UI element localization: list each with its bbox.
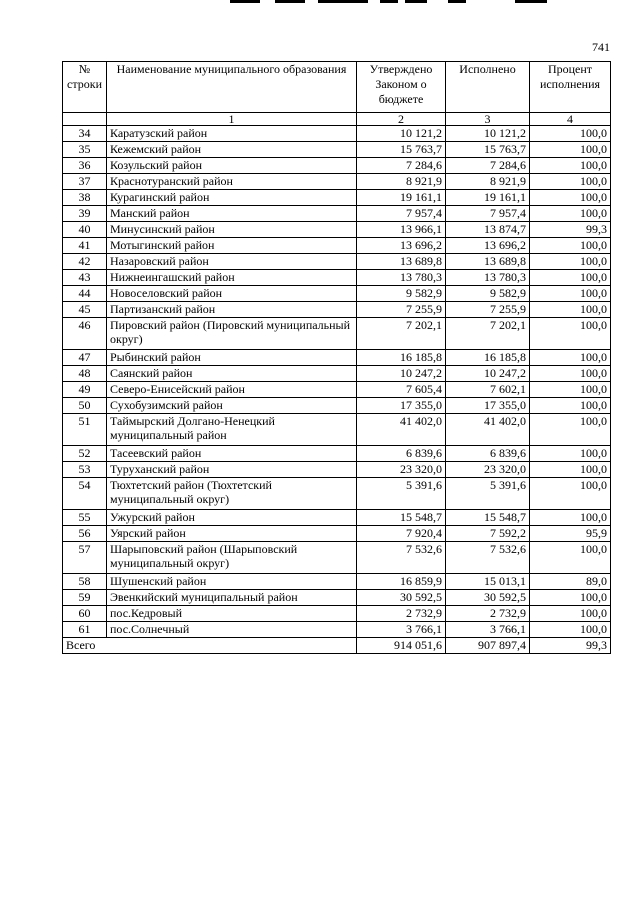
row-percent: 89,0 [530,574,611,590]
row-approved: 7 605,4 [357,382,446,398]
column-number [63,113,107,126]
row-percent: 100,0 [530,318,611,350]
table-row [63,302,611,318]
table-row [63,542,611,574]
table-row [63,222,611,238]
header-executed: Исполнено [446,62,530,113]
row-percent: 100,0 [530,590,611,606]
header-percent: Процент исполнения [530,62,611,113]
row-approved: 23 320,0 [357,462,446,478]
row-number: 49 [63,382,107,398]
table-row [63,446,611,462]
row-executed: 3 766,1 [446,622,530,638]
row-approved: 10 247,2 [357,366,446,382]
table-row [63,174,611,190]
row-number: 44 [63,286,107,302]
row-executed: 17 355,0 [446,398,530,414]
row-percent: 100,0 [530,462,611,478]
row-executed: 7 602,1 [446,382,530,398]
row-approved: 10 121,2 [357,126,446,142]
row-number: 50 [63,398,107,414]
row-number: 45 [63,302,107,318]
row-number: 52 [63,446,107,462]
row-percent: 100,0 [530,238,611,254]
row-number: 39 [63,206,107,222]
row-approved: 13 689,8 [357,254,446,270]
column-number: 4 [530,113,611,126]
table-row [63,142,611,158]
table-row [63,526,611,542]
page-number: 741 [592,40,610,54]
row-approved: 7 920,4 [357,526,446,542]
row-executed: 41 402,0 [446,414,530,446]
row-executed: 7 592,2 [446,526,530,542]
header-row-no: № строки [63,62,107,113]
row-percent: 100,0 [530,126,611,142]
row-name: Манский район [107,206,357,222]
row-approved: 41 402,0 [357,414,446,446]
row-approved: 13 696,2 [357,238,446,254]
row-percent: 100,0 [530,510,611,526]
row-executed: 15 548,7 [446,510,530,526]
row-percent: 100,0 [530,446,611,462]
row-approved: 8 921,9 [357,174,446,190]
row-approved: 15 548,7 [357,510,446,526]
scan-artifact [380,0,398,3]
row-approved: 7 532,6 [357,542,446,574]
row-executed: 19 161,1 [446,190,530,206]
row-percent: 100,0 [530,142,611,158]
row-name: Шарыповский район (Шарыповский муниципальный округ) [107,542,357,574]
table-row [63,190,611,206]
row-name: Сухобузимский район [107,398,357,414]
row-approved: 3 766,1 [357,622,446,638]
table-row [63,238,611,254]
budget-table [62,61,611,654]
row-name: Шушенский район [107,574,357,590]
header-approved: Утверждено Законом о бюджете [357,62,446,113]
table-row [63,286,611,302]
table-row [63,318,611,350]
row-executed: 7 202,1 [446,318,530,350]
row-name: Козульский район [107,158,357,174]
row-approved: 13 780,3 [357,270,446,286]
row-percent: 100,0 [530,366,611,382]
row-name: Ужурский район [107,510,357,526]
table-row [63,606,611,622]
column-number: 3 [446,113,530,126]
row-name: Курагинский район [107,190,357,206]
row-percent: 100,0 [530,206,611,222]
row-approved: 7 957,4 [357,206,446,222]
table-row [63,414,611,446]
table-row [63,366,611,382]
row-number: 58 [63,574,107,590]
row-executed: 13 780,3 [446,270,530,286]
row-approved: 2 732,9 [357,606,446,622]
row-number: 46 [63,318,107,350]
table-row [63,206,611,222]
row-percent: 100,0 [530,270,611,286]
row-number: 36 [63,158,107,174]
row-executed: 10 121,2 [446,126,530,142]
table-row [63,478,611,510]
row-number: 34 [63,126,107,142]
row-approved: 13 966,1 [357,222,446,238]
row-number: 35 [63,142,107,158]
row-percent: 100,0 [530,254,611,270]
row-name: Назаровский район [107,254,357,270]
scan-artifact [448,0,466,3]
row-percent: 100,0 [530,286,611,302]
row-name: Партизанский район [107,302,357,318]
row-name: Каратузский район [107,126,357,142]
row-number: 57 [63,542,107,574]
row-percent: 95,9 [530,526,611,542]
row-executed: 7 532,6 [446,542,530,574]
row-approved: 17 355,0 [357,398,446,414]
row-percent: 99,3 [530,222,611,238]
row-executed: 13 696,2 [446,238,530,254]
row-executed: 7 255,9 [446,302,530,318]
row-executed: 23 320,0 [446,462,530,478]
table-body [63,126,611,638]
row-approved: 30 592,5 [357,590,446,606]
row-approved: 9 582,9 [357,286,446,302]
row-number: 54 [63,478,107,510]
row-name: пос.Солнечный [107,622,357,638]
row-number: 47 [63,350,107,366]
row-executed: 16 185,8 [446,350,530,366]
row-name: Туруханский район [107,462,357,478]
row-percent: 100,0 [530,302,611,318]
row-executed: 13 689,8 [446,254,530,270]
row-approved: 7 202,1 [357,318,446,350]
row-percent: 100,0 [530,606,611,622]
row-number: 41 [63,238,107,254]
row-number: 56 [63,526,107,542]
row-name: Краснотуранский район [107,174,357,190]
row-percent: 100,0 [530,382,611,398]
row-approved: 5 391,6 [357,478,446,510]
row-number: 38 [63,190,107,206]
row-name: пос.Кедровый [107,606,357,622]
row-name: Кежемский район [107,142,357,158]
row-number: 37 [63,174,107,190]
row-executed: 13 874,7 [446,222,530,238]
total-percent: 99,3 [530,638,611,654]
scan-artifact [405,0,427,3]
row-percent: 100,0 [530,350,611,366]
row-name: Тасеевский район [107,446,357,462]
row-percent: 100,0 [530,478,611,510]
row-percent: 100,0 [530,190,611,206]
table-row [63,350,611,366]
row-name: Уярский район [107,526,357,542]
row-number: 43 [63,270,107,286]
row-approved: 7 255,9 [357,302,446,318]
row-percent: 100,0 [530,174,611,190]
row-number: 59 [63,590,107,606]
row-percent: 100,0 [530,542,611,574]
row-approved: 7 284,6 [357,158,446,174]
row-executed: 7 957,4 [446,206,530,222]
row-name: Пировский район (Пировский муниципальный округ) [107,318,357,350]
row-executed: 15 763,7 [446,142,530,158]
total-approved: 914 051,6 [357,638,446,654]
row-percent: 100,0 [530,414,611,446]
row-approved: 16 185,8 [357,350,446,366]
table-row [63,590,611,606]
row-executed: 10 247,2 [446,366,530,382]
table-row [63,270,611,286]
scan-artifact [515,0,547,3]
table-row [63,254,611,270]
row-name: Тюхтетский район (Тюхтетский муниципальный округ) [107,478,357,510]
row-approved: 19 161,1 [357,190,446,206]
row-name: Таймырский Долгано-Ненецкий муниципальный район [107,414,357,446]
row-number: 51 [63,414,107,446]
row-percent: 100,0 [530,622,611,638]
table-row [63,622,611,638]
row-number: 40 [63,222,107,238]
row-name: Мотыгинский район [107,238,357,254]
table-row [63,510,611,526]
row-number: 60 [63,606,107,622]
scan-artifact [318,0,368,3]
row-executed: 30 592,5 [446,590,530,606]
row-approved: 15 763,7 [357,142,446,158]
row-executed: 9 582,9 [446,286,530,302]
row-approved: 6 839,6 [357,446,446,462]
row-name: Новоселовский район [107,286,357,302]
total-executed: 907 897,4 [446,638,530,654]
table-row [63,574,611,590]
table-row [63,398,611,414]
row-percent: 100,0 [530,398,611,414]
row-name: Нижнеингашский район [107,270,357,286]
column-number: 1 [107,113,357,126]
row-number: 42 [63,254,107,270]
header-name: Наименование муниципального образования [107,62,357,113]
scan-artifact [230,0,260,3]
table-row [63,126,611,142]
total-label: Всего [63,638,357,654]
row-executed: 7 284,6 [446,158,530,174]
column-number: 2 [357,113,446,126]
row-name: Рыбинский район [107,350,357,366]
column-number-row [63,113,611,126]
table-row [63,462,611,478]
table-row [63,382,611,398]
row-number: 53 [63,462,107,478]
row-name: Северо-Енисейский район [107,382,357,398]
scan-artifact [275,0,305,3]
row-executed: 8 921,9 [446,174,530,190]
row-executed: 15 013,1 [446,574,530,590]
total-row [63,638,611,654]
table-row [63,158,611,174]
row-name: Эвенкийский муниципальный район [107,590,357,606]
row-executed: 5 391,6 [446,478,530,510]
row-executed: 6 839,6 [446,446,530,462]
row-approved: 16 859,9 [357,574,446,590]
row-name: Минусинский район [107,222,357,238]
row-executed: 2 732,9 [446,606,530,622]
row-number: 61 [63,622,107,638]
row-percent: 100,0 [530,158,611,174]
row-number: 48 [63,366,107,382]
row-number: 55 [63,510,107,526]
row-name: Саянский район [107,366,357,382]
